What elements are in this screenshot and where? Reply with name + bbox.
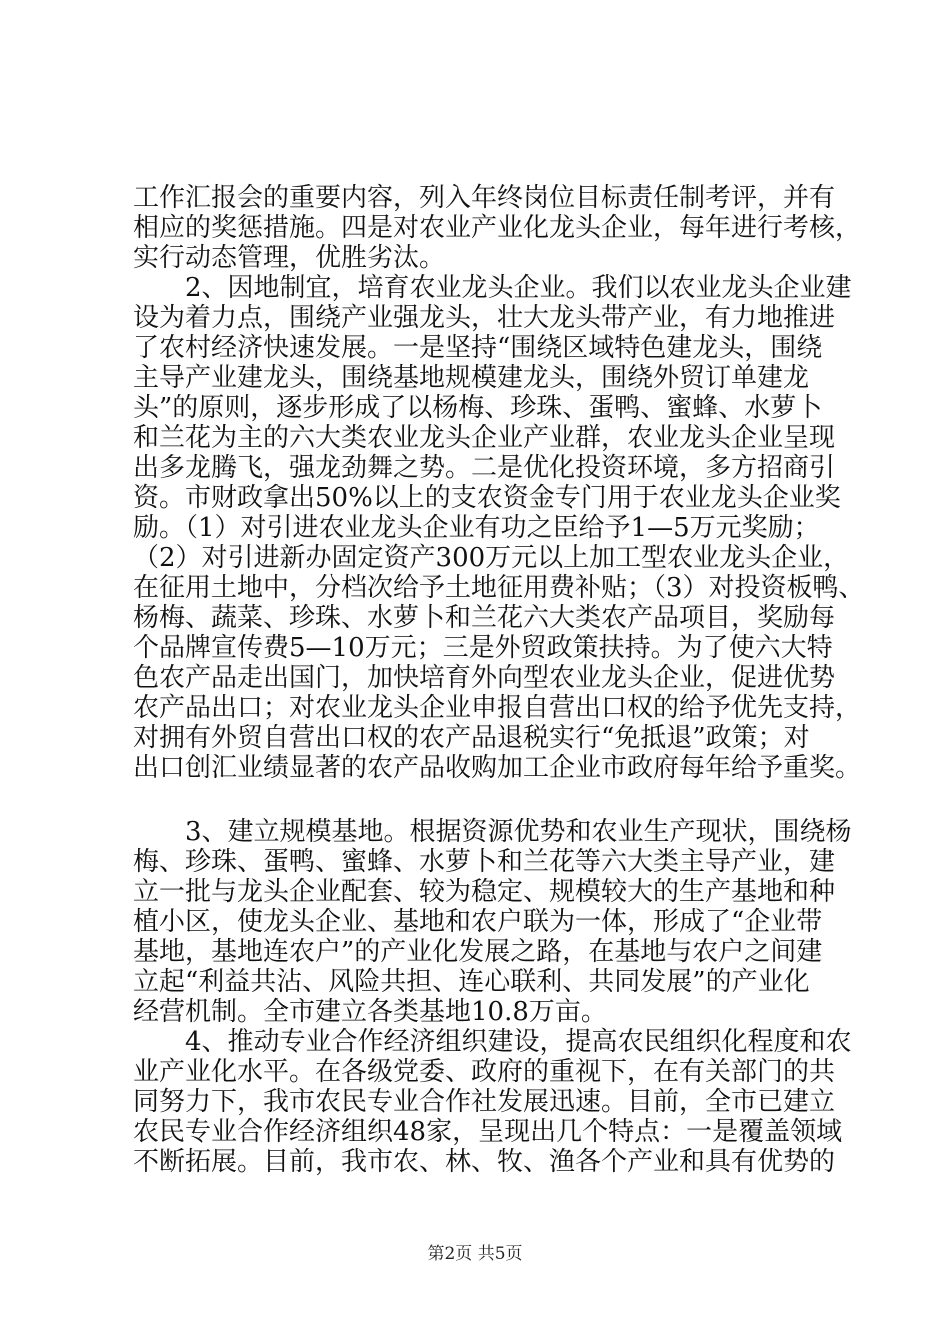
body-line: 梅、珍珠、蛋鸭、蜜蜂、水萝卜和兰花等六大类主导产业，建 — [133, 847, 836, 877]
body-line: （2）对引进新办固定资产300万元以上加工型农业龙头企业， — [133, 543, 850, 573]
body-line: 农民专业合作经济组织48家，呈现出几个特点：一是覆盖领域 — [133, 1117, 843, 1147]
body-line: 相应的奖惩措施。四是对农业产业化龙头企业，每年进行考核， — [133, 213, 862, 243]
body-line: 出口创汇业绩显著的农产品收购加工企业市政府每年给予重奖。 — [133, 753, 862, 783]
body-line: 经营机制。全市建立各类基地10.8万亩。 — [133, 997, 607, 1027]
page-number-footer: 第2页 共5页 — [427, 1244, 523, 1264]
body-line: 色农产品走出国门，加快培育外向型农业龙头企业，促进优势 — [133, 663, 836, 693]
body-line: 杨梅、蔬菜、珍珠、水萝卜和兰花六大类农产品项目，奖励每 — [133, 603, 836, 633]
body-line: 个品牌宣传费5—10万元；三是外贸政策扶持。为了使六大特 — [133, 633, 833, 663]
body-line: 出多龙腾飞，强龙劲舞之势。二是优化投资环境，多方招商引 — [133, 453, 836, 483]
body-line: 设为着力点，围绕产业强龙头，壮大龙头带产业，有力地推进 — [133, 303, 836, 333]
body-line: 2、因地制宜，培育农业龙头企业。我们以农业龙头企业建 — [133, 273, 852, 303]
body-line: 励。（1）对引进农业龙头企业有功之臣给予1—5万元奖励； — [133, 513, 820, 543]
body-line: 4、推动专业合作经济组织建设，提高农民组织化程度和农 — [133, 1027, 852, 1057]
body-line: 主导产业建龙头，围绕基地规模建龙头，围绕外贸订单建龙 — [133, 363, 810, 393]
body-line: 工作汇报会的重要内容，列入年终岗位目标责任制考评，并有 — [133, 183, 836, 213]
body-line: 在征用土地中，分档次给予土地征用费补贴；（3）对投资板鸭、 — [133, 573, 865, 603]
body-line: 立起“利益共沾、风险共担、连心联利、共同发展”的产业化 — [133, 967, 810, 997]
body-line: 业产业化水平。在各级党委、政府的重视下，在有关部门的共 — [133, 1057, 836, 1087]
body-line: 植小区，使龙头企业、基地和农户联为一体，形成了“企业带 — [133, 907, 823, 937]
body-line: 资。市财政拿出50%以上的支农资金专门用于农业龙头企业奖 — [133, 483, 841, 513]
body-line: 和兰花为主的六大类农业龙头企业产业群，农业龙头企业呈现 — [133, 423, 836, 453]
body-line: 实行动态管理，优胜劣汰。 — [133, 243, 446, 273]
body-line: 同努力下，我市农民专业合作社发展迅速。目前，全市已建立 — [133, 1087, 836, 1117]
body-line: 头”的原则，逐步形成了以杨梅、珍珠、蛋鸭、蜜蜂、水萝卜 — [133, 393, 823, 423]
body-line: 基地，基地连农户”的产业化发展之路，在基地与农户之间建 — [133, 937, 823, 967]
body-line: 立一批与龙头企业配套、较为稳定、规模较大的生产基地和种 — [133, 877, 836, 907]
body-line: 农产品出口；对农业龙头企业申报自营出口权的给予优先支持， — [133, 693, 862, 723]
body-line: 不断拓展。目前，我市农、林、牧、渔各个产业和具有优势的 — [133, 1147, 836, 1177]
body-line: 了农村经济快速发展。一是坚持“围绕区域特色建龙头，围绕 — [133, 333, 823, 363]
body-line: 对拥有外贸自营出口权的农产品退税实行“免抵退”政策；对 — [133, 723, 810, 753]
body-line: 3、建立规模基地。根据资源优势和农业生产现状，围绕杨 — [133, 817, 852, 847]
